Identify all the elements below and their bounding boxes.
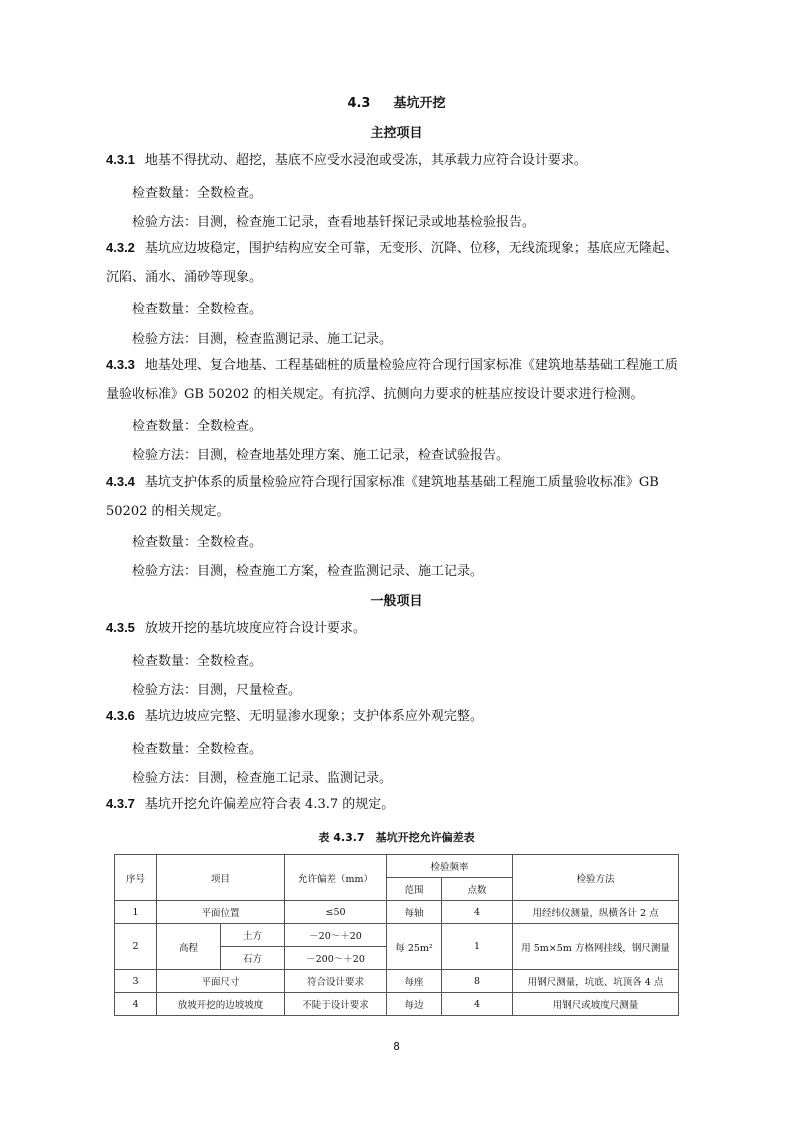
clause-number: 4.3.3 (106, 357, 135, 372)
clause-number: 4.3.6 (106, 708, 135, 723)
cell-item: 放坡开挖的边坡坡度 (157, 993, 285, 1016)
cell-tolerance: ≤50 (285, 901, 387, 924)
inspection-method: 检验方法：目测，尺量检查。 (132, 683, 302, 698)
clause-text: 基坑支护体系的质量检验应符合现行国家标准《建筑地基基础工程施工质量验收标准》GB 50202 的相关规定。 (106, 475, 659, 519)
inspection-method: 检验方法：目测，检查地基处理方案、施工记录，检查试验报告。 (132, 448, 510, 463)
header-tolerance: 允许偏差（mm） (285, 855, 387, 901)
cell-seq: 3 (115, 970, 157, 993)
main-items-heading: 主控项目 (370, 126, 423, 141)
inspection-quantity: 检查数量：全数检查。 (132, 535, 263, 550)
cell-points: 4 (442, 993, 513, 1016)
cell-seq: 4 (115, 993, 157, 1016)
table-row (115, 901, 679, 924)
inspection-quantity: 检查数量：全数检查。 (132, 654, 263, 669)
cell-method: 用经纬仪测量，纵横各计 2 点 (513, 901, 679, 924)
clause-text: 基坑应边坡稳定，围护结构应安全可靠，无变形、沉降、位移，无线流现象；基底应无隆起、沉陷、涌水、涌砂等现象。 (106, 241, 678, 285)
clause-text: 放坡开挖的基坑坡度应符合设计要求。 (144, 621, 366, 636)
page-number: 8 (393, 1040, 400, 1053)
cell-method: 用 5m×5m 方格网挂线，钢尺测量 (513, 924, 679, 970)
cell-item: 平面尺寸 (157, 970, 285, 993)
cell-seq: 1 (115, 901, 157, 924)
inspection-quantity: 检查数量：全数检查。 (132, 302, 263, 317)
inspection-method: 检验方法：目测，检查施工方案，检查监测记录、施工记录。 (132, 564, 484, 579)
cell-item: 平面位置 (157, 901, 285, 924)
cell-tolerance: －20～＋20 (285, 924, 387, 947)
inspection-method: 检验方法：目测，检查施工记录、监测记录。 (132, 771, 393, 786)
cell-range: 每轴 (387, 901, 442, 924)
header-item: 项目 (157, 855, 285, 901)
header-seq: 序号 (115, 855, 157, 901)
clause-number: 4.3.1 (106, 152, 135, 167)
clause-4-3-1 (106, 145, 686, 175)
tolerance-table (114, 854, 679, 1016)
clause-4-3-5 (106, 613, 686, 643)
section-heading (0, 92, 793, 111)
clause-number: 4.3.2 (106, 240, 135, 255)
clause-number: 4.3.5 (106, 620, 135, 635)
clause-text: 地基不得扰动、超挖，基底不应受水浸泡或受冻，其承载力应符合设计要求。 (144, 153, 587, 168)
cell-points: 1 (442, 924, 513, 970)
header-range: 范围 (387, 878, 442, 901)
cell-tolerance: 不陡于设计要求 (285, 993, 387, 1016)
general-items-heading: 一般项目 (370, 594, 423, 609)
inspection-method: 检验方法：目测，检查施工记录，查看地基钎探记录或地基检验报告。 (132, 215, 536, 230)
cell-subitem: 土方 (221, 924, 285, 947)
header-points: 点数 (442, 878, 513, 901)
cell-method: 用钢尺或坡度尺测量 (513, 993, 679, 1016)
cell-subitem: 石方 (221, 947, 285, 970)
cell-points: 4 (442, 901, 513, 924)
clause-4-3-6 (106, 701, 686, 731)
clause-text: 基坑开挖允许偏差应符合表 4.3.7 的规定。 (144, 797, 395, 812)
table-caption: 表 4.3.7 基坑开挖允许偏差表 (318, 831, 475, 844)
inspection-quantity: 检查数量：全数检查。 (132, 742, 263, 757)
cell-range: 每 25m² (387, 924, 442, 970)
section-number: 4.3 (347, 96, 371, 111)
header-method: 检验方法 (513, 855, 679, 901)
inspection-quantity: 检查数量：全数检查。 (132, 186, 263, 201)
clause-text: 基坑边坡应完整、无明显渗水现象；支护体系应外观完整。 (144, 709, 483, 724)
cell-tolerance: 符合设计要求 (285, 970, 387, 993)
clause-text: 地基处理、复合地基、工程基础桩的质量检验应符合现行国家标准《建筑地基基础工程施工质量验收标准》GB 50202 的相关规定。有抗浮、抗侧向力要求的桩基应按设计要求进行检测。 (106, 358, 678, 402)
table-row (115, 993, 679, 1016)
cell-tolerance: －200～＋20 (285, 947, 387, 970)
section-title: 基坑开挖 (393, 96, 446, 111)
clause-number: 4.3.4 (106, 474, 135, 489)
table-header-row (115, 855, 679, 878)
cell-item: 高程 (157, 924, 221, 970)
inspection-quantity: 检查数量：全数检查。 (132, 419, 263, 434)
header-frequency: 检验频率 (387, 855, 513, 878)
table-row (115, 970, 679, 993)
cell-seq: 2 (115, 924, 157, 970)
clause-4-3-3 (106, 350, 686, 409)
clause-4-3-2 (106, 233, 686, 292)
cell-range: 每边 (387, 993, 442, 1016)
cell-points: 8 (442, 970, 513, 993)
cell-method: 用钢尺测量，坑底、坑顶各 4 点 (513, 970, 679, 993)
clause-4-3-7 (106, 789, 686, 819)
cell-range: 每座 (387, 970, 442, 993)
table-row (115, 924, 679, 947)
clause-4-3-4 (106, 467, 686, 526)
inspection-method: 检验方法：目测，检查监测记录、施工记录。 (132, 332, 393, 347)
clause-number: 4.3.7 (106, 796, 135, 811)
